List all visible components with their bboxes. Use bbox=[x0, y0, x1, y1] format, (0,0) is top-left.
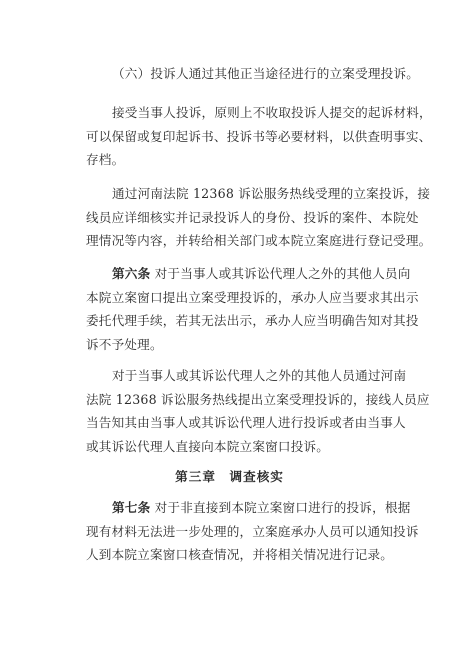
text-line: 委托代理手续，若其无法出示，承办人应当明确告知对其投 bbox=[86, 313, 419, 328]
text-line: 对于当事人或其诉讼代理人之外的其他人员通过河南 bbox=[112, 368, 407, 383]
text-line: 或其诉讼代理人直接向本院立案窗口投诉。 bbox=[86, 438, 330, 454]
text-line-content: 对于非直接到本院立案窗口进行的投诉，根据 bbox=[154, 500, 411, 515]
paragraph-item-6 bbox=[86, 62, 420, 86]
paragraph-article-6 bbox=[86, 262, 419, 356]
text-line: 当告知其由当事人或其诉讼代理人进行投诉或者由当事人 bbox=[86, 415, 406, 430]
text-line: 人到本院立案窗口核查情况，并将相关情况进行记录。 bbox=[86, 547, 394, 562]
paragraph-article-7 bbox=[86, 496, 419, 567]
text-line bbox=[86, 496, 411, 520]
article-number: 第七条 bbox=[112, 500, 151, 515]
text-line-content: 对于当事人或其诉讼代理人之外的其他人员向 bbox=[154, 266, 411, 281]
chapter-heading: 第三章 调查核实 bbox=[175, 469, 284, 484]
text-line: 线员应详细核实并记录投诉人的身份、投诉的案件、本院处 bbox=[86, 209, 419, 225]
text-line: 本院立案窗口提出立案受理投诉的，承办人应当要求其出示 bbox=[86, 289, 419, 305]
article-number: 第六条 bbox=[112, 266, 151, 281]
text-line bbox=[86, 262, 411, 286]
text-line: 可以保留或复印起诉书、投诉书等必要材料，以供查明事实、 bbox=[86, 128, 432, 144]
paragraph-materials bbox=[86, 101, 432, 172]
text-line: 通过河南法院 12368 诉讼服务热线受理的立案投诉，接 bbox=[112, 186, 431, 201]
text-line: 诉不予处理。 bbox=[86, 336, 163, 352]
text-line: 理情况等内容，并转给相关部门或本院立案庭进行登记受理。 bbox=[86, 233, 432, 248]
text-line: 现有材料无法进一步处理的，立案庭承办人员可以通知投诉 bbox=[86, 523, 419, 539]
paragraph-hotline-others bbox=[86, 364, 430, 458]
text-line: 存档。 bbox=[86, 152, 125, 167]
text-line: 法院 12368 诉讼服务热线提出立案受理投诉的，接线人员应 bbox=[86, 391, 430, 407]
text-line: （六）投诉人通过其他正当途径进行的立案受理投诉。 bbox=[112, 66, 420, 81]
paragraph-hotline bbox=[86, 182, 432, 253]
text-line: 接受当事人投诉，原则上不收取投诉人提交的起诉材料， bbox=[112, 105, 432, 120]
